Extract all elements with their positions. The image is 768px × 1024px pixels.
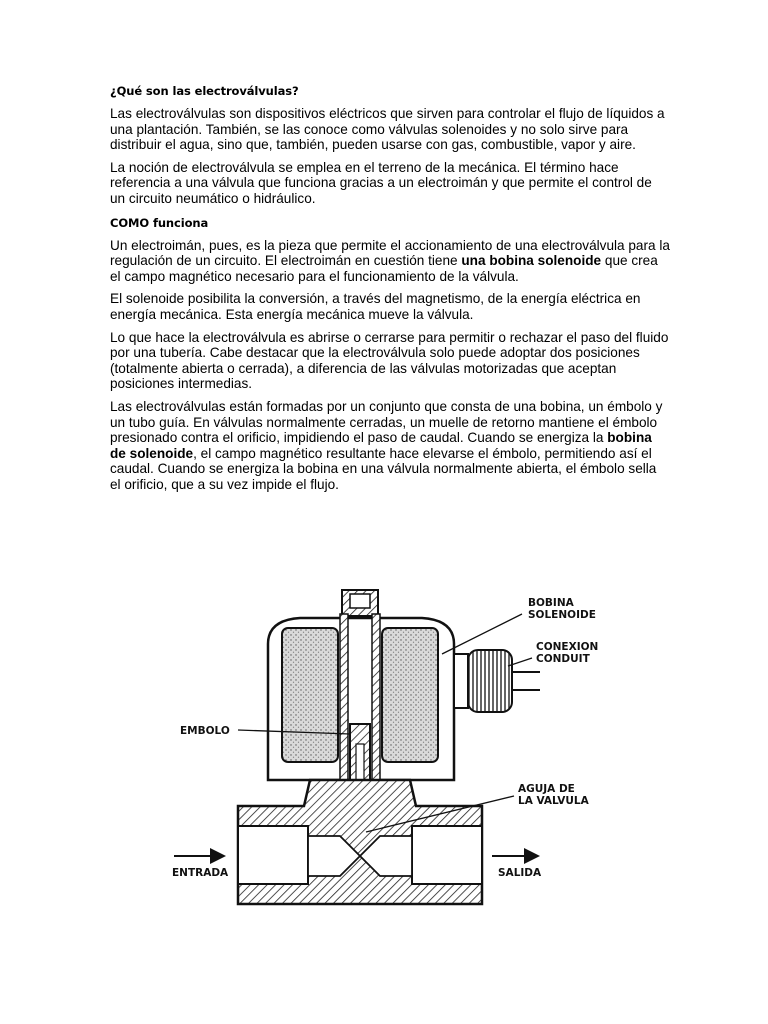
coil-right [382,628,438,762]
conduit-connector [468,650,512,712]
label-aguja-2: LA VALVULA [518,795,589,807]
paragraph-3-bold: una bobina solenoide [461,253,602,269]
guide-tube-left [340,614,348,786]
paragraph-6-text-a: Las electroválvulas están formadas por un conjunto que consta de una bobina, un émbolo y un tubo guía. En válvulas normalmente cerradas, un muelle de retorno mantiene el émbolo presionado contra el orificio, impidiendo el paso de caudal. Cuando se energiza la [110,398,663,446]
paragraph-3-text-b: que crea el campo magnético necesario para el funcionamiento de la válvula. [110,253,658,284]
label-bobina-1: BOBINA [528,597,574,609]
heading-que-son: ¿Qué son las electroválvulas? [110,84,299,98]
paragraph-4: El solenoide posibilita la conversión, a través del magnetismo, de la energía eléctrica en energía mecánica. Esta energía mecánica mueve la válvula. [110,291,641,322]
label-conexion-1: CONEXION [536,641,599,653]
heading-como-funciona: COMO funciona [110,215,209,230]
document-page [110,84,670,499]
paragraph-3 [110,238,670,285]
paragraph-1: Las electroválvulas son dispositivos eléctricos que sirven para controlar el flujo de líquidos a una plantación. También, se las conoce como válvulas solenoides y no solo sirve para distribuir el agua, sino que, también, pueden usarse con gas, combustible, vapor y aire. [110,106,665,153]
diagram-svg [160,584,622,918]
leader-bobina [442,614,522,654]
outlet-port [412,826,482,884]
paragraph-2: La noción de electroválvula se emplea en el terreno de la mecánica. El término hace referencia a una válvula que funciona gracias a un electroimán y que permite el control de un circuito neumático o hidráulico. [110,159,652,206]
coil-left [282,628,338,762]
guide-tube-right [372,614,380,786]
inlet-port [238,826,308,884]
solenoid-valve-diagram [160,584,622,918]
label-conexion-2: CONDUIT [536,653,590,665]
label-salida: SALIDA [498,867,542,879]
top-screw [350,594,370,608]
paragraph-3-text-a: Un electroimán, pues, es la pieza que permite el accionamiento de una electroválvula para la regulación de un circuito. El electroimán en cuestión tiene [110,237,670,269]
label-aguja-1: AGUJA DE [518,783,575,795]
label-entrada: ENTRADA [172,867,229,879]
conduit-flange [454,654,468,708]
label-bobina-2: SOLENOIDE [528,609,596,621]
label-embolo: EMBOLO [180,725,230,737]
paragraph-5: Lo que hace la electroválvula es abrirse o cerrarse para permitir o rechazar el paso del fluido por una tubería. Cabe destacar que la electroválvula solo puede adoptar dos posiciones (totalmente abierta o cerrada), a diferencia de las válvulas motorizadas que aceptan posiciones intermedias. [110,329,669,392]
paragraph-6 [110,399,670,493]
paragraph-6-text-b: , el campo magnético resultante hace elevarse el émbolo, permitiendo así el caudal. Cuando se energiza la bobina en una válvula normalmente abierta, el émbolo sella el orificio, que a su vez impide el flujo. [110,445,657,492]
paragraph-6-bold: bobina de solenoide [110,430,652,461]
